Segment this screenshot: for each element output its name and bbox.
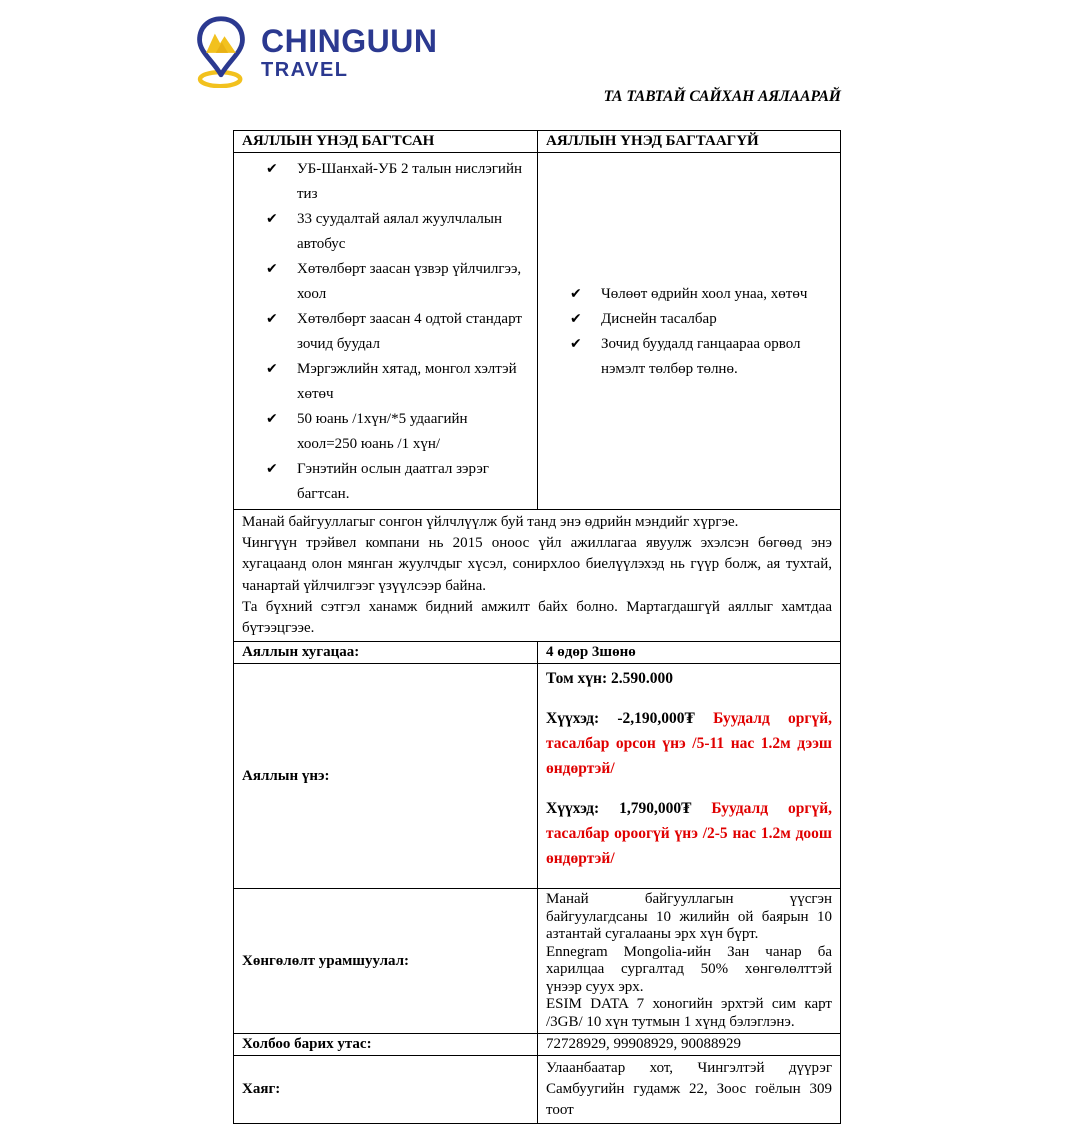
list-item-text: Зочид буудалд ганцаараа орвол нэмэлт төлбөр төлнө. xyxy=(601,336,801,377)
list-item xyxy=(266,257,529,307)
address-row xyxy=(234,1056,841,1124)
promo-paragraph: ESIM DATA 7 хоногийн эрхтэй сим карт /3GB/ 10 хүн тутмын 1 хүнд бэлэглэнэ. xyxy=(546,996,832,1030)
included-cell xyxy=(234,153,538,510)
duration-row xyxy=(234,642,841,664)
address-cell xyxy=(538,1056,841,1124)
list-item xyxy=(266,357,529,407)
welcome-tagline: ТА ТАВТАЙ САЙХАН АЯЛААРАЙ xyxy=(603,88,841,105)
list-item-text: УБ-Шанхай-УБ 2 талын нислэгийн тиз xyxy=(297,161,522,202)
intro-row xyxy=(234,510,841,642)
list-item xyxy=(266,207,529,257)
table-header-row xyxy=(234,131,841,153)
company-logo xyxy=(193,16,437,88)
intro-paragraph: Та бүхний сэтгэл ханамж бидний амжилт байх болно. Мартагдашгүй аяллыг хамтдаа бүтээцгээе. xyxy=(242,598,832,637)
list-item-text: Чөлөөт өдрийн хоол унаа, хөтөч xyxy=(601,286,808,302)
child-price-note: Буудалд оргүй, тасалбар ороогүй үнэ /2-5 нас 1.2м доош өндөртэй/ xyxy=(546,800,832,868)
check-icon: ✔ xyxy=(266,161,278,177)
check-icon: ✔ xyxy=(570,336,582,352)
list-item xyxy=(570,282,832,307)
list-item-text: Хөтөлбөрт заасан 4 одтой стандарт зочид буудал xyxy=(297,311,522,352)
excluded-header: АЯЛЛЫН ҮНЭД БАГТААГҮЙ xyxy=(538,131,841,153)
list-item-text: Диснейн тасалбар xyxy=(601,311,717,327)
list-item xyxy=(266,157,529,207)
check-icon: ✔ xyxy=(266,211,278,227)
list-item xyxy=(570,307,832,332)
promo-paragraph: Ennegram Mongolia-ийн Зан чанар ба харилцаа сургалтад 50% хөнгөлөлттэй үнээр суух эрх. xyxy=(546,943,832,995)
check-icon: ✔ xyxy=(266,461,278,477)
list-item-text: Гэнэтийн ослын даатгал зэрэг багтсан. xyxy=(297,461,489,502)
price-row xyxy=(234,664,841,889)
excluded-cell xyxy=(538,153,841,510)
list-item xyxy=(570,332,832,382)
checklist-row xyxy=(234,153,841,510)
adult-price: Том хүн: 2.590.000 xyxy=(546,670,673,688)
child-price-amount: Хүүхэд: -2,190,000₮ xyxy=(546,710,695,728)
intro-paragraph: Чингүүн трэйвел компани нь 2015 оноос үйл ажиллагаа явуулж эхэлсэн бөгөөд энэ хугацаанд олон мянган жуулчдыг хүсэл, сонирхлоо биелүүлэхэд нь гүүр болж, ая тухтай, чанартай үйлчилгээг үзүүлсээр байна. xyxy=(242,535,832,594)
check-icon: ✔ xyxy=(266,361,278,377)
address-text: Улаанбаатар хот, Чингэлтэй дүүрэг Самбуугийн гудамж 22, Зоос гоёлын 309 тоот xyxy=(546,1060,832,1119)
child-price-block xyxy=(546,706,832,781)
check-icon: ✔ xyxy=(570,286,582,302)
logo-company-sub: TRAVEL xyxy=(261,58,349,81)
check-icon: ✔ xyxy=(570,311,582,327)
child-price-block xyxy=(546,796,832,871)
intro-paragraph: Манай байгууллагыг сонгон үйлчлүүлж буй танд энэ өдрийн мэндийг хүргэе. xyxy=(242,514,739,530)
duration-value: 4 өдөр 3шөнө xyxy=(538,642,841,664)
price-label: Аяллын үнэ: xyxy=(234,664,538,889)
tour-info-table xyxy=(233,130,841,1124)
logo-company-name: CHINGUUN xyxy=(261,22,438,59)
promo-cell xyxy=(538,889,841,1034)
included-header: АЯЛЛЫН ҮНЭД БАГТСАН xyxy=(234,131,538,153)
list-item-text: Хөтөлбөрт заасан үзвэр үйлчилгээ, хоол xyxy=(297,261,522,302)
included-list xyxy=(266,157,529,507)
promo-paragraph: Манай байгууллагын үүсгэн байгуулагдсаны 10 жилийн ой баярын 10 азтантай сугалааны эрх хүн бүрт. xyxy=(546,891,832,943)
child-price-amount: Хүүхэд: 1,790,000₮ xyxy=(546,800,692,818)
duration-label: Аяллын хугацаа: xyxy=(234,642,538,664)
excluded-list xyxy=(570,282,832,382)
intro-cell xyxy=(234,510,841,642)
phone-row xyxy=(234,1034,841,1056)
address-label: Хаяг: xyxy=(234,1056,538,1124)
list-item xyxy=(266,307,529,357)
check-icon: ✔ xyxy=(266,411,278,427)
child-price-note: Буудалд оргүй, тасалбар орсон үнэ /5-11 нас 1.2м дээш өндөртэй/ xyxy=(546,710,832,778)
promo-label: Хөнгөлөлт урамшуулал: xyxy=(234,889,538,1034)
check-icon: ✔ xyxy=(266,311,278,327)
check-icon: ✔ xyxy=(266,261,278,277)
list-item-text: Мэргэжлийн хятад, монгол хэлтэй хөтөч xyxy=(297,361,517,402)
phone-label: Холбоо барих утас: xyxy=(234,1034,538,1056)
map-pin-icon xyxy=(193,16,249,88)
promo-row xyxy=(234,889,841,1034)
list-item-text: 33 суудалтай аялал жуулчлалын автобус xyxy=(297,211,503,252)
logo-text xyxy=(261,22,438,81)
list-item xyxy=(266,457,529,507)
list-item-text: 50 юань /1хүн/*5 удаагийн хоол=250 юань /1 хүн/ xyxy=(297,411,468,452)
phone-numbers: 72728929, 99908929, 90088929 xyxy=(538,1034,841,1056)
list-item xyxy=(266,407,529,457)
price-cell xyxy=(538,664,841,889)
